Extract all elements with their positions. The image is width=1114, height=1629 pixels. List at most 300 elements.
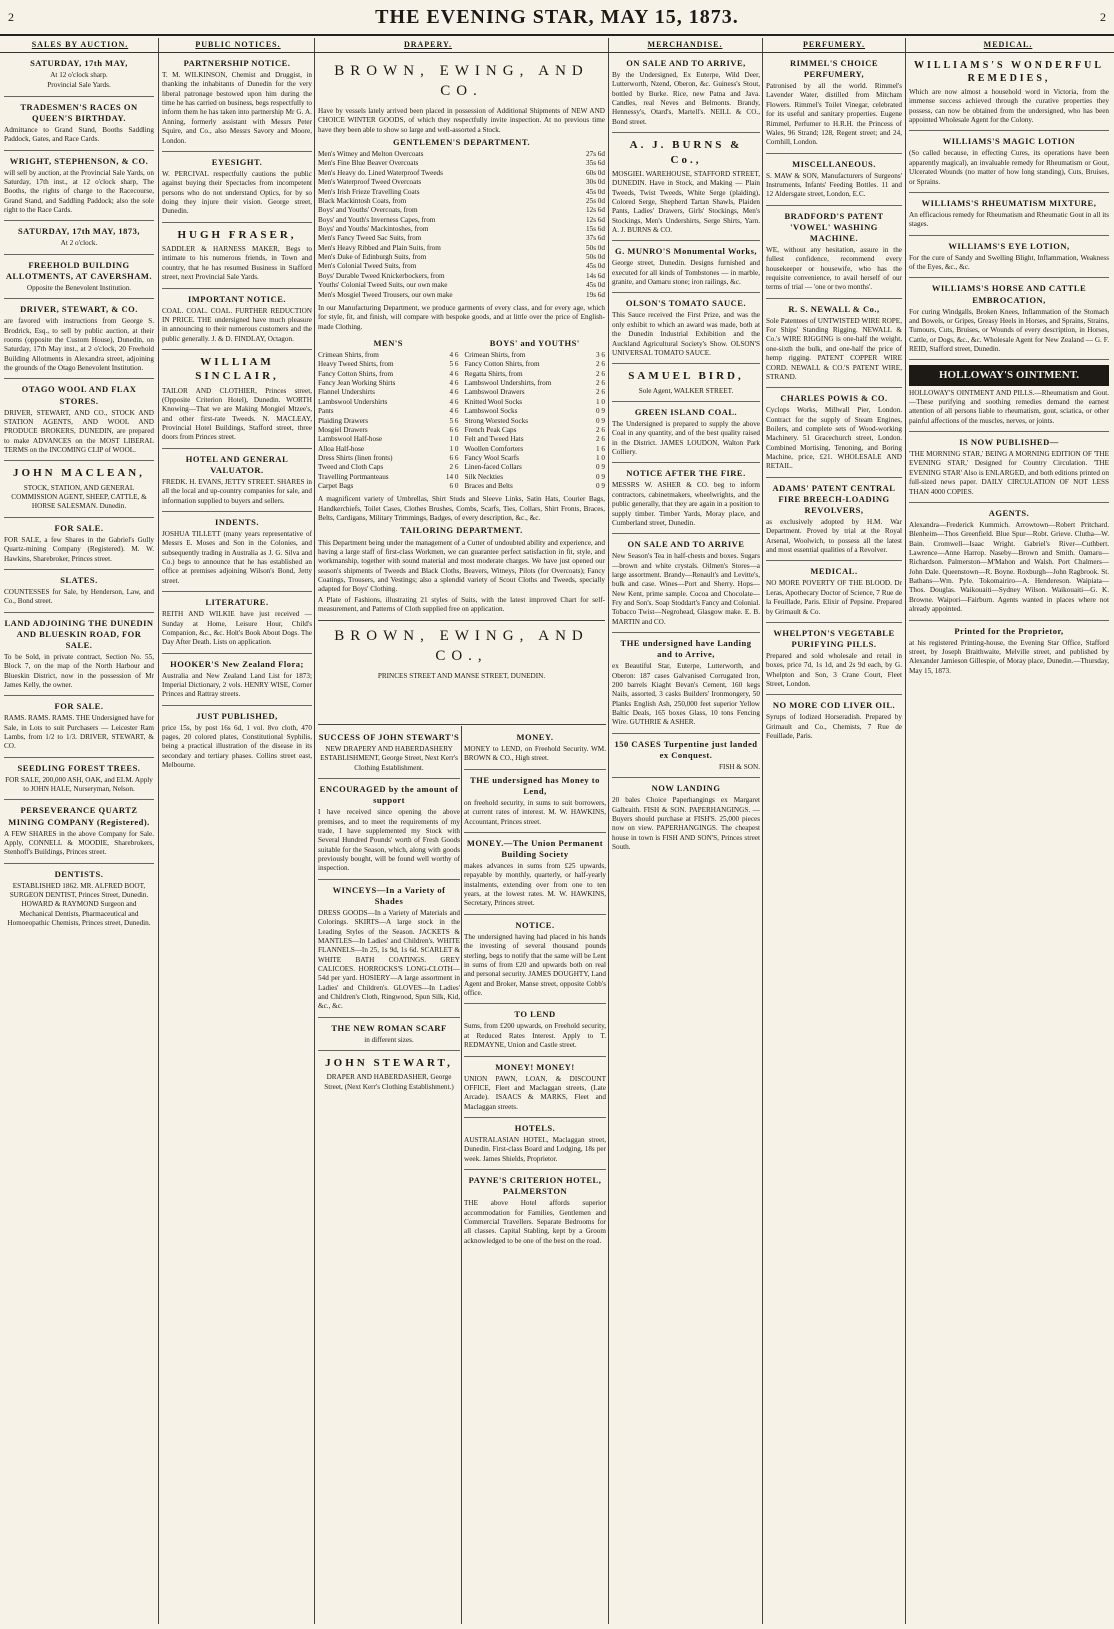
item-price: 1 0 [596, 397, 605, 406]
price-row [318, 445, 459, 454]
advert-heading: ON SALE AND TO ARRIVE [627, 539, 745, 550]
item-name: Black Mackintosh Coats, from [318, 196, 407, 205]
price-row [318, 360, 459, 369]
advert [162, 58, 312, 152]
price-row [465, 351, 606, 360]
advert [162, 711, 312, 776]
item-price: 2 6 [596, 379, 605, 388]
advert-body: I have received since opening the above premises, and to meet the requirements of my trade, I have supplemented my Stock with Several Hundred Pounds' worth of Fresh Goods suitable for the Season, which, along with goods previously bought, will be found well worthy of inspection. [318, 808, 460, 873]
advert-body: FREDK. H. EVANS, JETTY STREET. SHARES in all the local and up-country companies for sale, and information supplied to buyers and sellers. [162, 477, 312, 505]
price-row [318, 351, 459, 360]
advert-body: MOSGIEL WAREHOUSE, STAFFORD STREET, DUNEDIN. Have in Stock, and Making — Plain Tweeds, Twist Tweeds, White Serge (plaiding), Colored Serge, Shepherd Tartan Shawls, Plaiden Pants, Ladies' Drawers, Girls' Stockings, Men's Stockings, Men's Undershirts, Serge Shirts, Yarn. A. J. BURNS & CO. [612, 169, 760, 234]
advert-body: JOSHUA TILLETT (many years representative of Messrs E. Moses and Son in the Colonies, and subsequently trading in Australia as J. G. Silva and Co.) begs to announce that he has established an office at premises adjoining Wilson's Bond, Jetty street. [162, 529, 312, 585]
advert-heading: EYESIGHT. [211, 156, 263, 167]
price-row [318, 169, 605, 178]
price-row [318, 178, 605, 187]
item-name: Lambswool Undershirts, from [464, 379, 552, 388]
price-row [318, 272, 605, 281]
advert [909, 437, 1109, 503]
item-name: Lambswool Undershirts [318, 397, 388, 406]
advert-heading: INDENTS. [215, 516, 259, 527]
advert-body: REITH AND WILKIE have just received — Sunday at Home, Leisure Hour, Child's Companion, &c., &c. Holt's Book About Dogs. The Day After Death. Lists on application. [162, 610, 312, 647]
advert [612, 539, 760, 633]
item-price: 4 6 [449, 369, 459, 378]
section-heading: PUBLIC NOTICES. [195, 40, 281, 49]
item-price: 35s 6d [586, 159, 605, 168]
item-name: Boys' and Youths' Overcoats, from [318, 206, 418, 215]
item-price: 2 6 [449, 463, 459, 472]
item-price: 14 0 [445, 472, 459, 481]
advert [766, 628, 902, 696]
advert [4, 523, 154, 570]
advert-heading: 150 CASES Turpentine just landed ex Conquest. [614, 738, 758, 760]
item-price: 4 6 [449, 397, 459, 406]
tailoring-heading: TAILORING DEPARTMENT. [400, 525, 523, 536]
price-row [318, 417, 459, 426]
price-row [318, 281, 605, 290]
advert-body: Sole Agent, WALKER STREET. [638, 386, 734, 395]
item-name: Fancy Jean Working Shirts [318, 379, 396, 388]
item-name: Boys' and Youth's Inverness Capes, from [318, 215, 436, 224]
item-name: Men's Colonial Tweed Suits, from [318, 262, 417, 271]
column-money [464, 730, 606, 1624]
item-name: Crimean Shirts, from [464, 351, 526, 359]
advert [318, 732, 460, 779]
advert-body: NEW DRAPERY AND HABERDASHERY ESTABLISHMENT, George Street, Next Kerr's Clothing Establishment. [320, 745, 458, 772]
item-name: Braces and Belts [464, 482, 513, 491]
advert-heading: ON SALE AND TO ARRIVE, [626, 58, 746, 68]
price-row [465, 388, 606, 397]
price-row [318, 454, 459, 463]
advert-body: COUNTESSES for Sale, by Henderson, Law, and Co., Bond street. [4, 587, 154, 606]
item-name: Lambswool Half-hose [318, 435, 383, 444]
advert-heading: DRIVER, STEWART, & CO. [20, 304, 138, 315]
mens-price-list [318, 351, 459, 491]
advert-heading: BRADFORD'S PATENT 'VOWEL' WASHING MACHINE. [784, 210, 884, 243]
item-price: 2 6 [596, 435, 605, 444]
item-name: Silk Neckties [464, 472, 504, 481]
item-price: 2 6 [596, 360, 605, 369]
advert-body: Prepared and sold wholesale and retail in boxes, price 7d, 1s 1d, and 2s 9d each, by G. Whelpton and Son, 3 Crane Court, Fleet Street, London. [766, 651, 902, 689]
item-name: French Peak Caps [464, 425, 517, 434]
advert-heading: MEDICAL. [810, 566, 858, 577]
advert-body: WE, without any hesitation, assure in the fullest confidence, recommend every housekeeper or housewife, who has the requisite convenience, to avail herself of our terms of trial — 'one or two months'. [766, 245, 902, 292]
item-price: 45s 0d [586, 187, 605, 196]
advert [4, 805, 154, 863]
horizontal-rule [318, 724, 606, 725]
advert-body: Patronised by all the world. Rimmel's Lavender Water, distilled from Mitcham Flowers. Rimmel's Toilet Vinegar, celebrated for its useful and sanitary properties. Eugene Rimmel, Perfumer to H.R.H. the Princess of Wales, 96 Strand; 128, Regent street; and 24, Cornhill, London. [766, 82, 902, 147]
item-name: Crimean Shirts, from [318, 351, 379, 359]
advert-heading: WILLIAMS'S WONDERFUL REMEDIES, [913, 60, 1105, 84]
advert-heading: WILLIAMS'S RHEUMATISM MIXTURE, [921, 197, 1097, 208]
advert-body: on freehold security, in sums to suit borrowers, at current rates of interest. M. W. HAWKINS, Accountant, Princes street. [464, 798, 606, 826]
item-name: Men's Duke of Edinburgh Suits, from [318, 253, 427, 262]
item-name: Plaiding Drawers [318, 416, 369, 425]
advert-heading: ADAMS' PATENT CENTRAL FIRE BREECH-LOADING REVOLVERS, [772, 482, 896, 515]
price-row [318, 197, 605, 206]
price-row [465, 435, 606, 444]
advert [909, 241, 1109, 279]
item-name: Travelling Portmanteaus [318, 472, 389, 481]
advert-body: Admittance to Grand Stand, Booths Saddling Paddock, Gates, and Race Cards. [4, 125, 154, 144]
advert-heading: JOHN STEWART, [325, 1057, 453, 1070]
price-row [318, 407, 459, 416]
price-row [318, 244, 605, 253]
advert-heading: LITERATURE. [205, 597, 269, 608]
advert [766, 304, 902, 389]
advert [4, 701, 154, 757]
advert-heading: FREEHOLD BUILDING ALLOTMENTS, AT CAVERSHAM. [5, 259, 153, 281]
advert [612, 298, 760, 364]
advert-heading: THE NEW ROMAN SCARF [331, 1022, 447, 1033]
advert-body: makes advances in sums from £25 upwards, repayable by monthly, quarterly, or half-yearly instalments, extending over from one to ten years, at the lowest rates. M. W. HAWKINS, Secretary, Princes street. [464, 862, 606, 908]
advert-heading: SATURDAY, 17th MAY, [30, 58, 128, 68]
advert [4, 869, 154, 934]
advert [4, 156, 154, 222]
advert-body: (So called because, in effecting Cures, its operations have been apparently magical), an invaluable remedy for Rheumatism or Gout, Ulcerated Wounds (no matter of how long standing), Cuts, Bruises, or Sprains. [909, 149, 1109, 186]
accessories-text: A magnificent variety of Umbrellas, Shirt Studs and Sleeve Links, Satin Hats, Courier Bags, Handkerchiefs, Toilet Cases, Clothes Brushes, Combs, Scarfs, Ties, Collars, Shirt Fronts, Braces, Belts, Cardigans, Military Trimmings, Badges, of every description, &c., &c. [318, 495, 605, 523]
item-price: 30s 0d [586, 178, 605, 187]
advert [464, 920, 606, 1005]
advert-heading: SAMUEL BIRD, [628, 370, 744, 383]
advert [4, 618, 154, 697]
item-price: 12s 6d [586, 206, 605, 215]
advert-heading: A. J. BURNS & Co., [629, 139, 743, 166]
advert-body: The Undersigned is prepared to supply the above Coal in any quantity, and of the best quality raised in the District. JAMES LOUDON, Walton Park Colliery. [612, 419, 760, 457]
boys-heading: BOYS' and YOUTHS' [489, 337, 580, 348]
firm-name: BROWN, EWING, AND CO. [334, 63, 589, 99]
item-price: 1 0 [596, 453, 605, 462]
advert-heading: AGENTS. [988, 507, 1030, 518]
advert [612, 138, 760, 241]
advert-body: price 15s, by post 16s 6d, 1 vol. 8vo cloth, 470 pages, 20 colored plates, Constitutional Syphilis, being a practical illustration of the disease in its secondary and tertiary phases. Collins street east, Melbourne. [162, 723, 312, 770]
advert [4, 226, 154, 254]
item-name: Woollen Comforters [464, 444, 524, 453]
item-name: Pants [318, 407, 334, 416]
advert-body: T. M. WILKINSON, Chemist and Druggist, in thanking the inhabitants of Dunedin for the very liberal patronage bestowed upon him during the time he has carried on business, begs respectfully to inform them he has taken into partnership Mr G. A. Anning, formerly assistant with Messrs Peter Squire, and Co., also Messrs Savory and Moore, London. [162, 71, 312, 145]
advert-heading: CHARLES POWIS & CO. [780, 393, 888, 404]
advert-body: The undersigned having had placed in his hands the investing of several thousand pounds sterling, begs to notify that the same will be Lent in sums of from £20 and upwards both on real and personal security. JAMES DOUGHTY, Land Agent and Broker, Manse street, opposite Cobb's office. [464, 932, 606, 998]
boys-price-list [465, 351, 606, 491]
advert-body: Cyclops Works, Millwall Pier, London. Contract for the supply of Steam Engines, Boilers, and complete sets of Wood-working Machinery. 51 Gracechurch street, London. Combined Mortising, Tenoning, and Boring Machine, price, £21. WHOLESALE AND RETAIL. [766, 406, 902, 471]
item-name: Men's Waterproof Tweed Overcoats [318, 178, 422, 187]
advert [4, 763, 154, 801]
advert-heading: ENCOURAGED by the amount of support [319, 784, 459, 806]
advert-heading: WILLIAMS'S MAGIC LOTION [942, 136, 1076, 147]
advert-body: S. MAW & SON, Manufacturers of Surgeons' Instruments, Infants' Feeding Bottles. 11 and 12 Aldersgate street, London, E.C. [766, 171, 902, 199]
advert-heading: RIMMEL'S CHOICE PERFUMERY, [789, 58, 879, 80]
item-price: 45s 0d [586, 262, 605, 271]
item-price: 2 6 [596, 425, 605, 434]
item-price: 19s 6d [586, 290, 605, 299]
price-row [465, 445, 606, 454]
advert-body: Sums, from £200 upwards, on Freehold security, at Reduced Rates Interest. Apply to T. REDMAYNE, Union and Castle street. [464, 1022, 606, 1050]
price-row [465, 482, 606, 491]
item-name: Men's Mosgiel Tweed Trousers, our own make [318, 290, 453, 299]
column-medical [909, 56, 1109, 1624]
firm-address: PRINCES STREET AND MANSE STREET, DUNEDIN. [377, 672, 546, 681]
advert-heading: NOW LANDING [651, 783, 721, 794]
price-row [318, 206, 605, 215]
item-price: 2 6 [596, 369, 605, 378]
advert [162, 659, 312, 706]
item-name: Fancy Wool Scarfs [464, 453, 519, 462]
price-row [318, 398, 459, 407]
item-name: Lambswool Drawers [464, 388, 525, 397]
newspaper-title: THE EVENING STAR, MAY 15, 1873. [375, 6, 739, 28]
manufacturing-text: In our Manufacturing Department, we produce garments of every class, and for every age, which for style, fit, and finish, will compare with bespoke goods, and at little over the price of English-made Clothing. [318, 303, 605, 331]
advert [4, 58, 154, 97]
advert-heading: OTAGO WOOL AND FLAX STORES. [21, 384, 137, 406]
item-name: Men's Witney and Melton Overcoats [318, 150, 424, 159]
price-row [318, 463, 459, 472]
price-row [318, 253, 605, 262]
page-number: 2 [8, 10, 14, 24]
advert-heading: NOTICE. [515, 919, 555, 930]
advert [612, 783, 760, 857]
column-rule [158, 38, 159, 1624]
advert-heading: SATURDAY, 17th MAY, 1873, [17, 226, 141, 237]
item-price: 45s 0d [586, 281, 605, 290]
price-row [318, 188, 605, 197]
advert-body: By the Undersigned, Ex Euterpe, Wild Deer, Lutterworth, Nzend, Oberon, &c. Guiness's Stout, bottled by Burke. Rice, new Patna and Java. Candles, real Neves and Belmonts. Brandy, Hennessy's, Otard's, Martell's. NEILL & CO., Bond street. [612, 71, 760, 126]
masthead [0, 4, 1114, 36]
advert [162, 228, 312, 289]
advert [318, 885, 460, 1018]
advert-body: HOLLOWAY'S OINTMENT AND PILLS.—Rheumatism and Gout.—These purifying and soothing remedies demand the earnest attention of all persons liable to rheumatism, gout, sciatica, or other painful affections of the muscles, nerves, or joints. [909, 388, 1109, 425]
price-row [465, 417, 606, 426]
price-row [318, 370, 459, 379]
advert [909, 198, 1109, 236]
price-row [465, 360, 606, 369]
advert-body: 20 bales Choice Paperhangings ex Margaret Galbraith. FISH & SON. PAPERHANGINGS. — Buyers should purchase at FISH'S. 25,000 pieces now on view. PAPERHANGINGS. The cheapest house in town is FISH AND SON'S, Princes street South. [612, 796, 760, 852]
item-name: Tweed and Cloth Caps [318, 463, 384, 472]
advert-body: FISH & SON. [719, 762, 760, 771]
advert-heading: WRIGHT, STEPHENSON, & CO. [9, 155, 149, 166]
advert-body: ESTABLISHED 1862. MR. ALFRED BOOT, SURGEON DENTIST, Princes Street, Dunedin. HOWARD & RAYMOND Surgeon and Mechanical Dentists, Pharmaceutical and Homoeopathic Chemists, Princes street, Dunedin. [7, 881, 151, 928]
advert [612, 638, 760, 734]
item-name: Men's Heavy Ribbed and Plain Suits, from [318, 243, 441, 252]
advert [4, 466, 154, 517]
section-heading: PERFUMERY. [802, 40, 866, 49]
fashion-plate-text: A Plate of Fashions, illustrating 21 styles of Suits, with the latest improved Chart for self-measurement, and Patterns of Cloth supplied free on application. [318, 595, 605, 614]
advert [909, 136, 1109, 192]
advert [766, 566, 902, 622]
advert [464, 1123, 606, 1170]
advert [162, 454, 312, 512]
advert-subheading: At 2 o'clock. [60, 239, 98, 248]
price-row [318, 216, 605, 225]
advert-body: Sole Patentees of UNTWISTED WIRE ROPE, For Ships' Standing Rigging. NEWALL & Co.'s WIRE RIGGING is one-half the weight, one-sixth the bulk, and one-half the price of hemp rigging. PATENT COPPER WIRE CORD. NEWALL & CO.'S PATENT WIRE, STRAND. [766, 316, 902, 381]
advert-body: are favored with instructions from George S. Brodrick, Esq., to sell by public auction, at their rooms (opposite the Custom House), Dunedin, on Saturday, 17th May inst., at 2 o'clock, 20 Freehold Building Allotments in Alexandra street, adjoining the grounds of the Otago Benevolent Institution. [4, 317, 154, 373]
item-price: 50s 0d [586, 253, 605, 262]
advert-heading: R. S. NEWALL & Co., [788, 303, 880, 314]
advert-heading: WILLIAMS'S HORSE AND CATTLE EMBROCATION, [931, 283, 1087, 305]
price-row [318, 225, 605, 234]
price-row [318, 379, 459, 388]
item-price: 3 6 [596, 351, 605, 359]
advert [909, 365, 1109, 432]
item-name: Mosgiel Drawers [318, 425, 368, 434]
advert-heading: THE undersigned have Landing and to Arrive, [620, 638, 752, 660]
item-price: 0 9 [596, 482, 605, 491]
column-rule [461, 726, 462, 1624]
advert [464, 1009, 606, 1056]
advert-heading: SEEDLING FOREST TREES. [17, 762, 141, 773]
price-row [318, 473, 459, 482]
advert-body: Opposite the Benevolent Institution. [26, 283, 132, 292]
advert [612, 369, 760, 402]
advert-heading: NO MORE COD LIVER OIL. [772, 700, 896, 711]
advert-heading: MISCELLANEOUS. [792, 158, 876, 169]
advert-body: DRAPER AND HABERDASHER, George Street, (Next Kerr's Clothing Establishment.) [324, 1073, 454, 1091]
advert-heading: GREEN ISLAND COAL. [634, 406, 738, 417]
advert-heading: DENTISTS. [54, 868, 104, 879]
advert-heading: TRADESMEN'S RACES ON QUEEN'S BIRTHDAY. [20, 101, 138, 123]
advert-heading: FOR SALE. [54, 522, 104, 533]
advert [612, 739, 760, 778]
item-price: 4 6 [449, 388, 459, 397]
item-name: Alloa Half-hose [318, 444, 365, 453]
advert-heading: HOOKER'S New Zealand Flora; [170, 658, 304, 669]
item-price: 1 0 [449, 435, 459, 444]
advert [162, 355, 312, 449]
item-name: Carpet Bags [318, 482, 354, 491]
advert-heading: TO LEND [514, 1009, 556, 1020]
advert-heading: HOTELS. [514, 1123, 556, 1133]
item-price: 4 6 [449, 379, 459, 388]
column-auctions [4, 56, 154, 1624]
tailoring-text: This Department being under the management of a Cutter of undoubted ability and experience, and having a large staff of first-class Workmen, we can guarantee perfect satisfaction in fit, style, and workmanship, together with sound material and most moderate charges. We have just opened our season's shipments of Tweeds and Black Cloths, Beavers, Witneys, Pilots (for Overcoats); Fancy Coatings, Trousers, and Vestings; also a splendid variety of Scout Cloths and Tweeds, specially adapted for Boys' Clothing. [318, 538, 605, 594]
advert-body: DRESS GOODS—In a Variety of Materials and Colorings. SKIRTS—A large stock in the Leading Styles of the Season. JACKETS & MANTLES—In Ladies' and Children's. WHITE FLANNELS—In 25, 1s 9d, 1s 6d. SCARLET & WHITE BATH COATINGS. GREY CALICOES. HORROCKS'S LONG-CLOTH—54d per yard. HOSIERY—A large assortment in Ladies' and Children's. GLOVES—In Ladies' and Children's Cloth, Ringwood, Spun Silk, Kid, &c., &c. [318, 908, 460, 1011]
advert [4, 304, 154, 379]
advert-body: MONEY to LEND, on Freehold Security. WM. BROWN & CO., High street. [464, 745, 606, 763]
item-price: 15s 6d [586, 225, 605, 233]
column-perfumery [766, 56, 902, 1624]
price-row [465, 370, 606, 379]
price-row [318, 482, 459, 491]
item-price: 0 9 [596, 416, 605, 425]
advert-body: MESSRS W. ASHER & CO. beg to inform contractors, cabinetmakers, wheelwrights, and the public generally, that they are again in a position to supply timber. Timber Yards, Moray place, and Cumberland street, Dunedin. [612, 481, 760, 527]
price-row [318, 234, 605, 243]
advert-body: AUSTRALASIAN HOTEL, Maclaggan street, Dunedin. First-class Board and Lodging, 18s per week. James Shields, Proprietor. [464, 1136, 606, 1163]
advert-heading: WINCEYS—In a Variety of Shades [332, 884, 446, 906]
column-public-notices [162, 56, 312, 1624]
advert-heading: NOTICE AFTER THE FIRE. [626, 468, 746, 479]
section-heading: SALES BY AUCTION. [31, 40, 129, 49]
item-name: Youths' Colonial Tweed Suits, our own make [318, 281, 448, 290]
advert-heading: MONEY. [516, 732, 554, 742]
item-price: 25s 0d [586, 196, 605, 205]
advert-heading: MONEY.—The Union Permanent Building Society [466, 837, 604, 859]
advert-body: Australia and New Zealand Land List for 1873; Imperial Dictionary, 2 vols. HENRY WISE, Corner Princes and Rattray streets. [162, 671, 312, 699]
item-price: 4 6 [449, 407, 459, 416]
gents-heading: GENTLEMEN'S DEPARTMENT. [393, 137, 530, 148]
item-name: Lambswool Socks [464, 407, 518, 416]
item-price: 50s 0d [586, 243, 605, 252]
item-price: 6 0 [449, 482, 459, 491]
advert-heading: OLSON'S TOMATO SAUCE. [625, 298, 747, 309]
imprint-body: at his registered Printing-house, the Evening Star Office, Stafford street, by Joseph Braithwaite, Melville street, and published by Alexander Jamieson Gillespie, of Moray place, Dunedin.—Thursday, May 15, 1873. [909, 638, 1109, 675]
advert-body: This Sauce received the First Prize, and was the only exhibit to which an award was made, both at the Dunedin Industrial Exhibition and the Auckland Agricultural Society's Show. OLSON'S UNIVERSAL TOMATO SAUCE. [612, 311, 760, 357]
item-name: Dress Shirts (linen fronts) [318, 453, 393, 462]
section-heading: DRAPERY. [403, 40, 453, 49]
advert-heading: MONEY! MONEY! [495, 1061, 575, 1072]
advert [766, 58, 902, 154]
column-rule [762, 38, 763, 1624]
advert-body: will sell by auction, at the Provincial Sale Yards, on Saturday, 17th inst., at 12 o'clock sharp, The Booths, the rights of charge to the Racecourse, Grand Stand, and Saddling Paddock; also the sole right to the Race Cards. [4, 168, 154, 215]
advert-body: FOR SALE, a few Shares in the Gabriel's Gully Quartz-mining Company (Registered). M. W. Hawkins, Sharebroker, Princes street. [4, 535, 154, 563]
item-price: 5 6 [449, 360, 459, 369]
item-price: 27s 6d [586, 150, 605, 159]
item-name: Linen-faced Collars [464, 463, 522, 472]
item-price: 14s 6d [586, 271, 605, 280]
price-row [318, 435, 459, 444]
advert [766, 393, 902, 478]
price-row [465, 454, 606, 463]
advert-body: Which are now almost a household word in Victoria, from the immense success achieved through the curative properties they possess, can now be obtained from the undersigned, who has been appointed Wholesale Agent for the Colony. [909, 88, 1109, 125]
item-price: 5 6 [449, 416, 459, 425]
advert-body: W. PERCIVAL respectfully cautions the public against buying their Spectacles from incompetent persons who do not understand Optics, for by so doing they injure their vision. George street, Dunedin. [162, 169, 312, 216]
item-price: 0 9 [596, 463, 605, 472]
item-price: 6 6 [449, 425, 459, 434]
item-name: Felt and Tweed Hats [464, 435, 524, 444]
price-row [318, 291, 605, 300]
column-merchandise [612, 56, 760, 1624]
advert [162, 517, 312, 592]
section-headings [0, 38, 1114, 53]
advert-body: RAMS. RAMS. RAMS. THE Undersigned have for Sale, in Lots to suit Purchasers — Leicester Ram Lambs, from 1/2 to 1/3. DRIVER, STEWART, & CO. [4, 714, 154, 751]
advert-heading: THE undersigned has Money to Lend, [470, 774, 600, 796]
advert-heading: FOR SALE. [54, 701, 104, 712]
item-name: Strong Worsted Socks [464, 416, 529, 425]
item-name: Men's Heavy do. Lined Waterproof Tweeds [318, 168, 443, 177]
item-price: 1 0 [449, 444, 459, 453]
advert [4, 260, 154, 299]
advert-heading: HOTEL AND GENERAL VALUATOR. [185, 453, 289, 475]
advert-body: Alexandra—Frederick Kummich. Arrowtown—Robert Pritchard. Blenheim—Thos Greenfield. Blue Spur—Robt. Grieve. Clutha—W. Bain. Cromwell—Isaac Wright. Gabriel's River—Cuthbert. Lawrence—Anne Harrop. Naseby—Brown and Smith. Oamaru—Richardson. Palmerston—M'Mahon and Walsh. Port Chalmers—John Dale. Queenstown—R. Boyne. Roxburgh—John Ragbrook. St. Bathans—Wm. Pyle. Tokomairiro—A. Hendereson. Waipiata—Thos. Douglas. Waikouaiti—Sydney Wilson. Waikouaiti—G. K. Browne. Waipori—Fairburn. Agents wanted in places where not already appointed. [909, 520, 1109, 614]
column-rule [905, 38, 906, 1624]
advert [464, 1062, 606, 1118]
advert [612, 246, 760, 293]
advert [464, 732, 606, 770]
advert [909, 59, 1109, 131]
advert [4, 102, 154, 151]
advert [612, 468, 760, 534]
advert-heading: WHELPTON'S VEGETABLE PURIFYING PILLS. [773, 627, 895, 649]
advert [612, 407, 760, 463]
imprint-heading: Printed for the Proprietor, [954, 625, 1064, 636]
price-row [318, 426, 459, 435]
advert-heading: HUGH FRASER, [177, 228, 297, 241]
advert-heading: PERSEVERANCE QUARTZ MINING COMPANY (Registered). [8, 805, 150, 827]
advert [909, 283, 1109, 360]
item-name: Flannel Undershirts [318, 388, 375, 397]
advert [318, 1056, 460, 1097]
advert-body: SADDLER & HARNESS MAKER, Begs to intimate to his numerous friends, in Town and country, that he has resumed Business in Stafford street, next Provincial Sale Yards. [162, 245, 312, 282]
item-name: Knitted Wool Socks [464, 397, 523, 406]
item-name: Fancy Cotton Shirts, from [318, 369, 394, 378]
price-row [465, 379, 606, 388]
price-row [465, 407, 606, 416]
section-heading: MEDICAL. [983, 40, 1033, 49]
advert [766, 700, 902, 746]
page-number-right: 2 [1100, 10, 1106, 24]
advert [909, 508, 1109, 621]
advert-body: as exclusively adopted by H.M. War Department. Proved by trial at the Royal Arsenal, Woolwich, to possess all the latest and most essential qualities of a Revolver. [766, 517, 902, 555]
advert-heading: PAYNE'S CRITERION HOTEL, PALMERSTON [468, 1175, 602, 1197]
advert-body: For curing Windgalls, Broken Knees, Inflammation of the Stomach and Bowels, or Gripes, Greasy Heels in Horses, and Sprains, Strains, Tumours, Cuts, Bruises, or Wounds of every description, in Horses, Cattle, or Dogs, &c., &c. Wholesale Agent for New Zealand — G. F. REID, Stafford street, Dunedin. [909, 307, 1109, 353]
